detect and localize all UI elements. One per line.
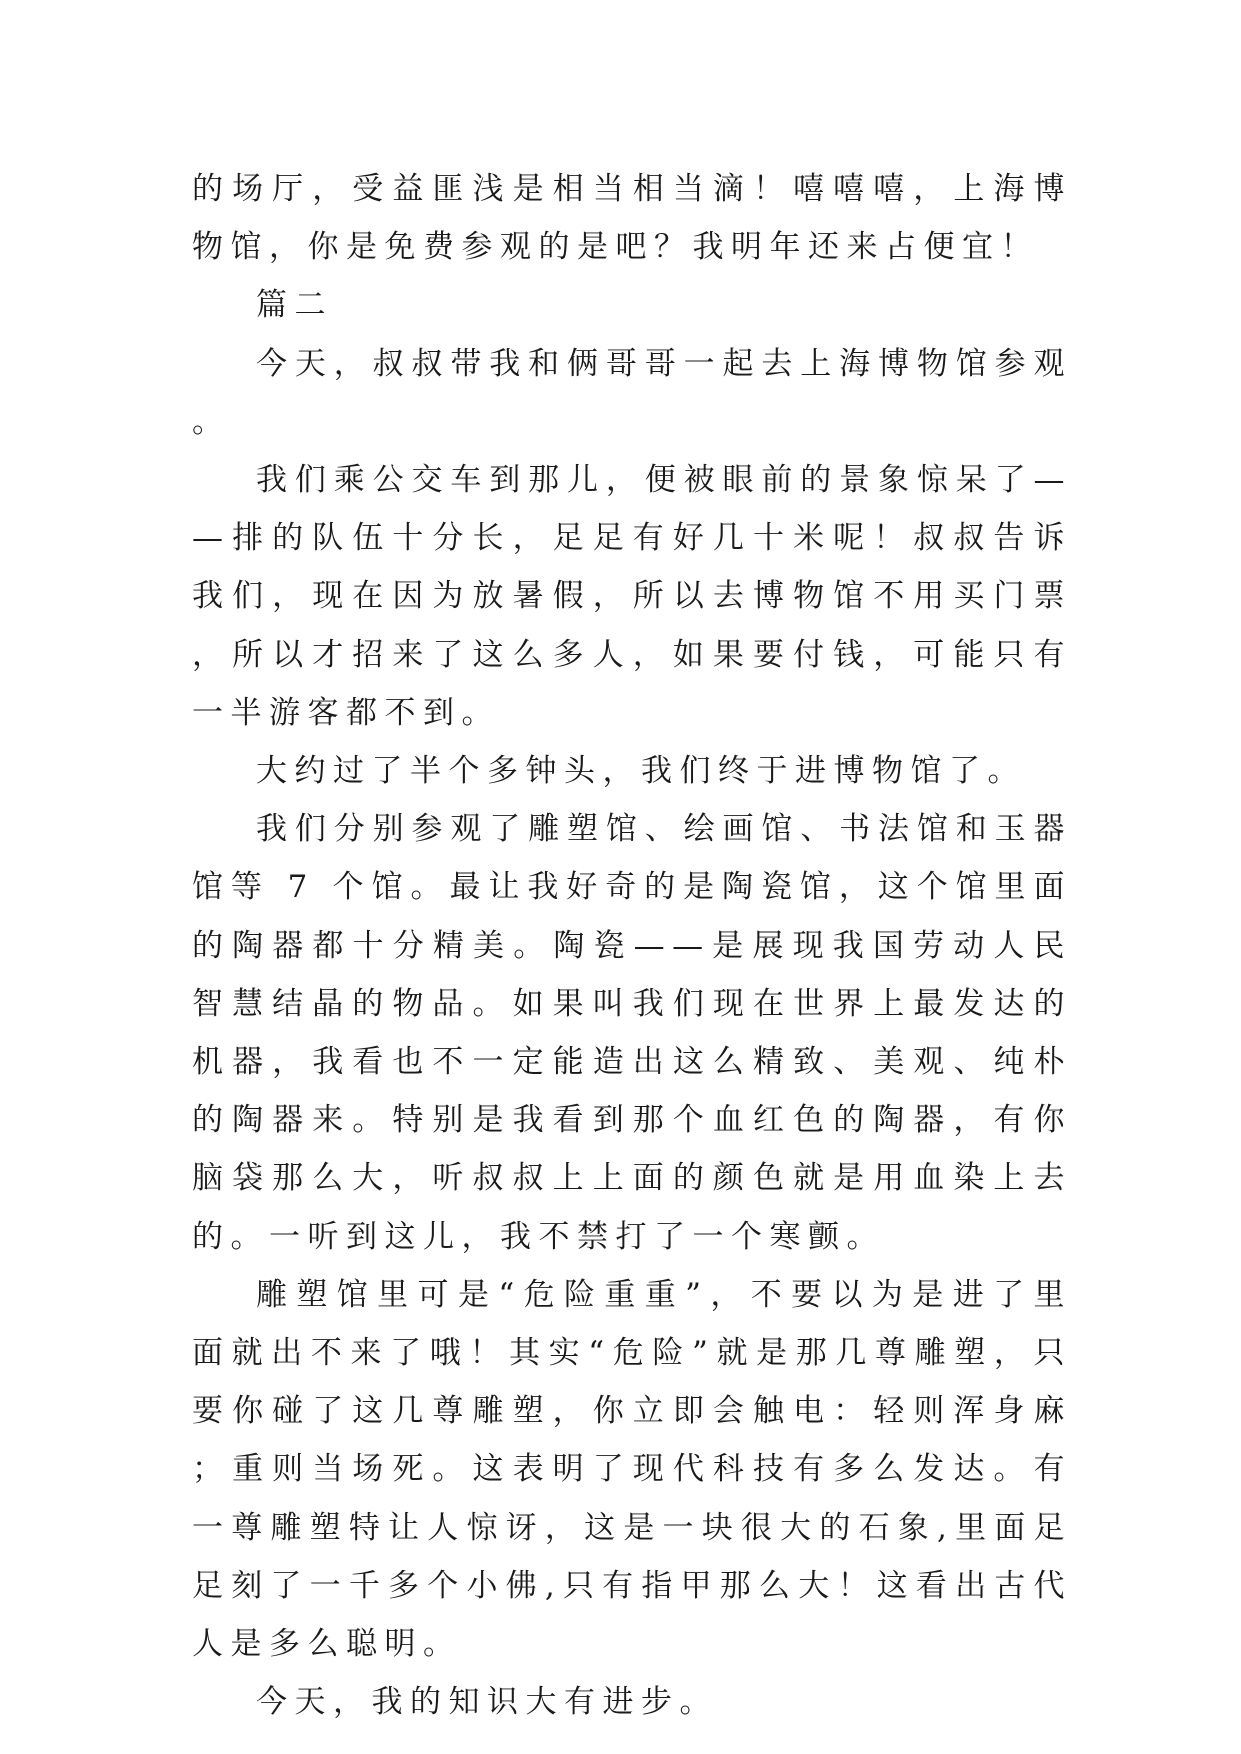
paragraph: 大约过了半个多钟头，我们终于进博物馆了。 <box>256 753 1026 790</box>
paragraph: 今天，叔叔带我和俩哥哥一起去上海博物馆参观。 <box>192 345 1072 440</box>
paragraph-continuation: 的场厅，受益匪浅是相当相当滴！嘻嘻嘻，上海博物馆，你是免费参观的是吧？我明年还来占便宜！ <box>192 171 1072 266</box>
document-body <box>192 160 1072 1731</box>
paragraph: 我们分别参观了雕塑馆、绘画馆、书法馆和玉器馆等 7 个馆。最让我好奇的是陶瓷馆，这个馆里面的陶器都十分精美。陶瓷——是展现我国劳动人民智慧结晶的物品。如果叫我们现在世界上最发达的机器，我看也不一定能造出这么精致、美观、纯朴的陶器来。特别是我看到那个血红色的陶器，有你脑袋那么大，听叔叔上上面的颜色就是用血染上去的。一听到这儿，我不禁打了一个寒颤。 <box>192 811 1072 1255</box>
paragraph: 雕塑馆里可是“危险重重”，不要以为是进了里面就出不来了哦！其实“危险”就是那几尊雕塑，只要你碰了这几尊雕塑，你立即会触电：轻则浑身麻；重则当场死。这表明了现代科技有多么发达。有一尊雕塑特让人惊讶，这是一块很大的石象,里面足足刻了一千多个小佛,只有指甲那么大！这看出古代人是多么聪明。 <box>192 1276 1072 1663</box>
paragraph: 今天，我的知识大有进步。 <box>256 1684 718 1721</box>
section-heading: 篇二 <box>256 287 333 324</box>
paragraph: 我们乘公交车到那儿，便被眼前的景象惊呆了——排的队伍十分长，足足有好几十米呢！叔叔告诉我们，现在因为放暑假，所以去博物馆不用买门票，所以才招来了这么多人，如果要付钱，可能只有一半游客都不到。 <box>192 462 1072 731</box>
